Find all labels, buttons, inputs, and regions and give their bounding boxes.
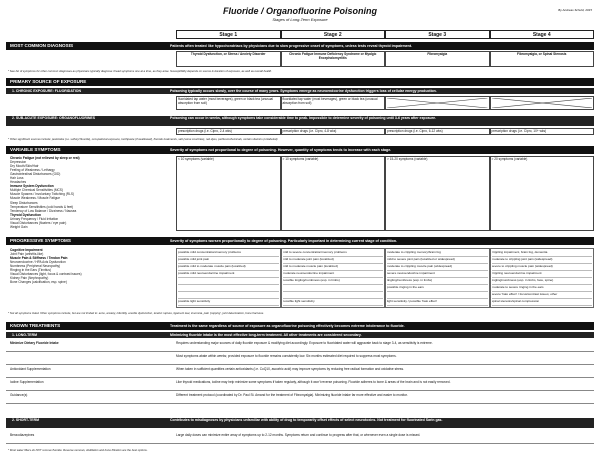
treatment-desc: Treatment is the same regardless of source of exposure as organofluorine poisoning effectively becomes extreme intolerance to fluoride. [170,324,405,328]
stage-2-header: Stage 2 [281,30,386,39]
progressive-cell: mild to severe joint pain (localized or widespread) [387,257,488,264]
acute-stage-3: prescription drugs (i.e. Cipro, 6-12 wks) [385,128,490,135]
treatment-name: Antioxidant Supplementation [10,367,51,371]
treatment-name: Guidance(s) [10,393,28,397]
symptom-item: Multiple Chemical Sensitivities (MCS) [10,188,63,193]
progressive-stage-2 [281,248,386,308]
progressive-symptom-list [10,248,170,284]
progressive-cell [283,285,384,292]
treatment-name: Iodine Supplementation [10,380,44,384]
symptom-item: Dry Mouth/Skin/Hair [10,164,39,169]
progressive-grid [176,248,594,308]
treatment-section-bar [6,322,594,330]
progressive-cell: possible light sensitivity [283,299,384,306]
symptom-item: Tendency of Low Balance / Dizziness / Nausea [10,208,77,213]
progressive-cell: moderate to crippling memory/brain fog [387,250,488,257]
variable-stage-2: > 10 symptoms (variable) [281,156,386,231]
chronic-exposure-bar [6,88,594,94]
diagnosis-stage-3: Fibromyalgia [385,51,490,67]
short-term-desc: Contributes to misdiagnoses by physicians unfamiliar with ability of drug to temporarily offset effects of select neurotoxins. Not treatment for fluorinated Sarin gas. [170,418,443,422]
symptom-item: Thyroid Dysfunction [10,212,41,217]
stage-4-header: Stage 4 [490,30,595,39]
long-term-desc: Minimizing fluoride intake is the most effective long-term treatment. All other treatments are considered secondary. [170,333,362,337]
chronic-stage-3 [385,96,490,110]
symptom-item: Kidney Pain (Nephropathy) [10,276,49,281]
long-term-label: 1. LONG-TERM [12,333,38,337]
progressive-stage-1 [176,248,281,308]
page-subtitle: Stages of Long-Term Exposure [272,17,328,22]
progressive-cell: possible mild neuroendocrine impairment [178,271,279,278]
progressive-cell [178,285,279,292]
chronic-stage-4 [490,96,595,110]
symptom-item: Immune System Dysfunction [10,184,54,189]
treatment-description: Different treatment protocol (coordinated by Dr. Paul St. Amand for the treatment of Fibromyalgia). Minimizing fluoride intake far more effective and easier to monitor. [176,393,408,397]
acute-row [176,128,594,135]
progressive-cell: light sensitivity / possible 'halo effect' [387,299,488,306]
progressive-section-bar [6,237,594,245]
treatment-description: Large daily doses can minimize entire array of symptoms up to 2-12 months. Symptoms return and continue to progress after that, or whenever even a single dose is missed. [176,433,421,437]
progressive-label: PROGRESSIVE SYMPTOMS [10,238,71,243]
symptom-item: Gastrointestinal Disturbances (GID) [10,172,61,177]
variable-stage-4: > 20 symptoms (variable) [490,156,595,231]
row-divider [6,364,594,365]
progressive-cell: severe neuroendocrine impairment [387,271,488,278]
progressive-cell: moderate to severe ringing in the ears [492,285,593,292]
short-term-bar [6,418,594,428]
treatment-label: KNOWN TREATMENTS [10,323,61,328]
diagnosis-note: * See list of symptoms for other common diagnoses as physicians typically diagnose 3 lead symptoms one at a time, as they arise. Susceptibility depends on source & duration of exposure, as well as overall health. [8,69,272,73]
diagnosis-row [176,51,594,67]
acute-stage-2: prescription drugs (i.e. Cipro, 4-8 wks) [281,128,386,135]
chronic-label: 1. CHRONIC EXPOSURE: FLUORIDATION [12,89,81,93]
acute-stage-1: prescription drugs (i.e. Cipro, 2-4 wks) [176,128,281,135]
variable-stage-1: < 10 symptoms (variable) [176,156,281,231]
na-cross-icon [387,98,488,108]
row-divider [6,443,594,444]
treatment-note: * Most water filters do NOT remove fluoride. Reverse osmosis, distillation and bone filtration are the best options. [8,448,148,452]
acute-label: 2. SUB-ACUTE EXPOSURE: ORGANOFLUORINES [12,116,96,120]
chart-page [6,4,594,460]
short-term-label: 2. SHORT-TERM [12,418,40,422]
treatment-name: Benzodiazepines [10,433,35,437]
progressive-cell [178,278,279,285]
symptom-item: Visual Disturbances (floaters / eye pain) [10,220,67,225]
acute-stage-4: prescription drugs (i.e. Cipro, 10+ wks) [490,128,595,135]
progressive-cell: tingling/numbness (esp. in limbs, face, spine) [492,278,593,285]
symptom-item: Temperature Sensitivities (cold hands & feet) [10,204,74,209]
exposure-label: PRIMARY SOURCE OF EXPOSURE [10,79,87,84]
progressive-cell [387,292,488,299]
diagnosis-stage-4: Fibromyalgia, or Spinal Stenosis [490,51,595,67]
progressive-desc: Severity of symptoms worsen proportionally to degree of poisoning. Particularly important in determining current stage of condition. [170,239,398,243]
stage-3-header: Stage 3 [385,30,490,39]
variable-desc: Severity of symptoms not proportional to degree of poisoning. However, quantity of symptoms tends to increase with each stage. [170,148,392,152]
exposure-section-bar [6,78,594,86]
progressive-cell: possible ringing in the ears [387,285,488,292]
symptom-item: Muscle Weakness / Muscle Fatigue [10,196,61,201]
symptom-item: Muscle Spasms / Involuntary Twitching (RLS) [10,192,75,197]
variable-symptom-list [10,156,170,229]
progressive-cell: moderate to crippling joint pain (widespread) [492,257,593,264]
chronic-row [176,96,594,110]
stage-header-row [176,30,594,39]
diagnosis-section-bar [6,42,594,50]
variable-label: VARIABLE SYMPTOMS [10,147,61,152]
diagnosis-label: MOST COMMON DIAGNOSIS [10,43,74,48]
variable-row [176,156,594,231]
treatment-description: When taken in sufficient quantities certain antioxidants (i.e. CoQ10, ascorbic acid) may improve symptoms by reducing free radical formation and oxidative stress. [176,367,404,371]
chronic-stage-2: fluoridated tap water (most beverages), green or black tea (unusual absorption from soil) [281,96,386,110]
progressive-cell: possible mild concentration/memory problems [178,250,279,257]
progressive-cell: moderate to crippling muscle pain (widespread) [387,264,488,271]
author-credit: By Andreas Schuld, 2015 [558,8,592,12]
progressive-note: * Not all symptoms listed. Other symptoms include, but are not limited to: acne, anxiety, infertility, erectile dysfunction, tendon rupture, ligament tear, insomnia, pain 'popping', joint deterioration, bone fractures. [8,311,265,315]
progressive-cell: crippling impairment, brain fog, dementia [492,250,593,257]
progressive-cell: mild to moderate muscle pain (localized) [283,264,384,271]
diagnosis-stage-2: Chronic Fatigue Immune Deficiency Syndrome or Myalgic Encephalomyelitis [281,51,386,67]
progressive-cell [178,292,279,299]
exposure-note: * Other significant sources include: pesticides (i.e. sulfuryl fluoride), occupational exposure, toothpaste (if swallowed), fluoride treatments, salt (some countries), red dyes, perfluorochemicals, certain vitamins (unlabeled). [8,137,279,141]
symptom-item: Ringing in the Ears (Tinnitus) [10,268,51,273]
progressive-cell: possible tingling/numbness (esp. in limbs) [283,278,384,285]
symptom-item: Hair Loss [10,176,24,181]
row-divider [6,351,594,352]
page-title: Fluoride / Organofluorine Poisoning [223,6,377,16]
symptom-item: Numbness (Peripheral Neuropathy) [10,264,61,269]
chronic-stage-1: fluoridated tap water (most beverages), green or black tea (unusual absorption from soil) [176,96,281,110]
symptom-item: Depression [10,160,27,165]
variable-stage-3: > 15-20 symptoms (variable) [385,156,490,231]
progressive-cell: possible mild joint pain [178,257,279,264]
row-divider [6,390,594,391]
progressive-cell: mild to moderate joint pain (localized) [283,257,384,264]
symptom-item: Neuroendocrine / HPA Axis Dysfunction [10,260,66,265]
diagnosis-desc: Patients often treated like hypochondriacs by physicians due to slow progressive onset of symptoms, unless tests reveal thyroid impairment. [170,44,413,48]
acute-desc: Poisoning can occur in weeks, although symptoms take considerable time to peak. Impossible to determine severity of poisoning until 3-6 years after exposure. [170,116,437,120]
symptom-item: Headaches [10,180,27,185]
diagnosis-stage-1: Thyroid Dysfunction, or Stress / Anxiety Disorder [176,51,281,67]
na-cross-icon [492,98,593,108]
symptom-item: Weight Gain [10,224,28,229]
row-divider [6,403,594,404]
symptom-item: Joint Pain (arthritis-like) [10,252,44,257]
variable-section-bar [6,146,594,154]
progressive-cell: mild to severe concentration/memory problems [283,250,384,257]
chronic-desc: Poisoning typically occurs slowly, over the course of many years. Symptoms emerge as neuroendocrine dysfunction triggers loss of cellular energy production. [170,89,437,93]
stage-1-header: Stage 1 [176,30,281,39]
progressive-cell: possible light sensitivity [178,299,279,306]
progressive-cell: severe to crippling muscle pain (widespread) [492,264,593,271]
row-divider [6,377,594,378]
symptom-item: Sleep Disturbances [10,200,38,205]
progressive-cell: severe 'halo effect' / focus/contrast issues; other [492,292,593,299]
symptom-item: Urinary Frequency / Fluid Irritation [10,216,59,221]
progressive-stage-4 [490,248,595,308]
progressive-cell: possible mild to moderate muscle pain (localized) [178,264,279,271]
treatment-name: Minimize Dietary Fluoride Intake [10,341,59,345]
symptom-item: Bone Changes (calcification, esp. spine) [10,280,67,285]
progressive-stage-3 [385,248,490,308]
long-term-bar [6,332,594,338]
symptom-item: Feeling of Weakness / Lethargy [10,168,55,173]
progressive-cell [283,292,384,299]
symptom-item: Chronic Fatigue (not relieved by sleep or rest) [10,156,80,160]
progressive-cell: moderate neuroendocrine impairment [283,271,384,278]
progressive-cell: spinal stenosis/spinal compression [492,299,593,306]
treatment-description: Like thyroid medications, iodine may help minimize some symptoms if taken regularly, although it won't reverse poisoning. Fluoride adheres to bone & areas of the brain and is not easily removed. [176,380,451,384]
symptom-item: Visual Disturbances (light, focus & contrast issues) [10,272,82,277]
symptom-item: Muscle Pain & Stiffness / Tendon Pain [10,256,68,261]
treatment-description: Requires understanding major sources of daily fluoride exposure & modifying diet accordingly. Exposure to fluoridated water will aggravate back to stage 3-4, as sensitivity is extreme. [176,341,433,345]
acute-exposure-bar [6,116,594,126]
progressive-cell: tingling/numbness (esp. in limbs) [387,278,488,285]
treatment-description: Most symptoms abate within weeks; provided exposure to fluoride remains consistently low. Six months estimated diet required to suppress most symptoms. [176,354,397,358]
symptom-item: Cognitive Impairment [10,248,43,252]
progressive-cell: crippling neuroendocrine impairment [492,271,593,278]
